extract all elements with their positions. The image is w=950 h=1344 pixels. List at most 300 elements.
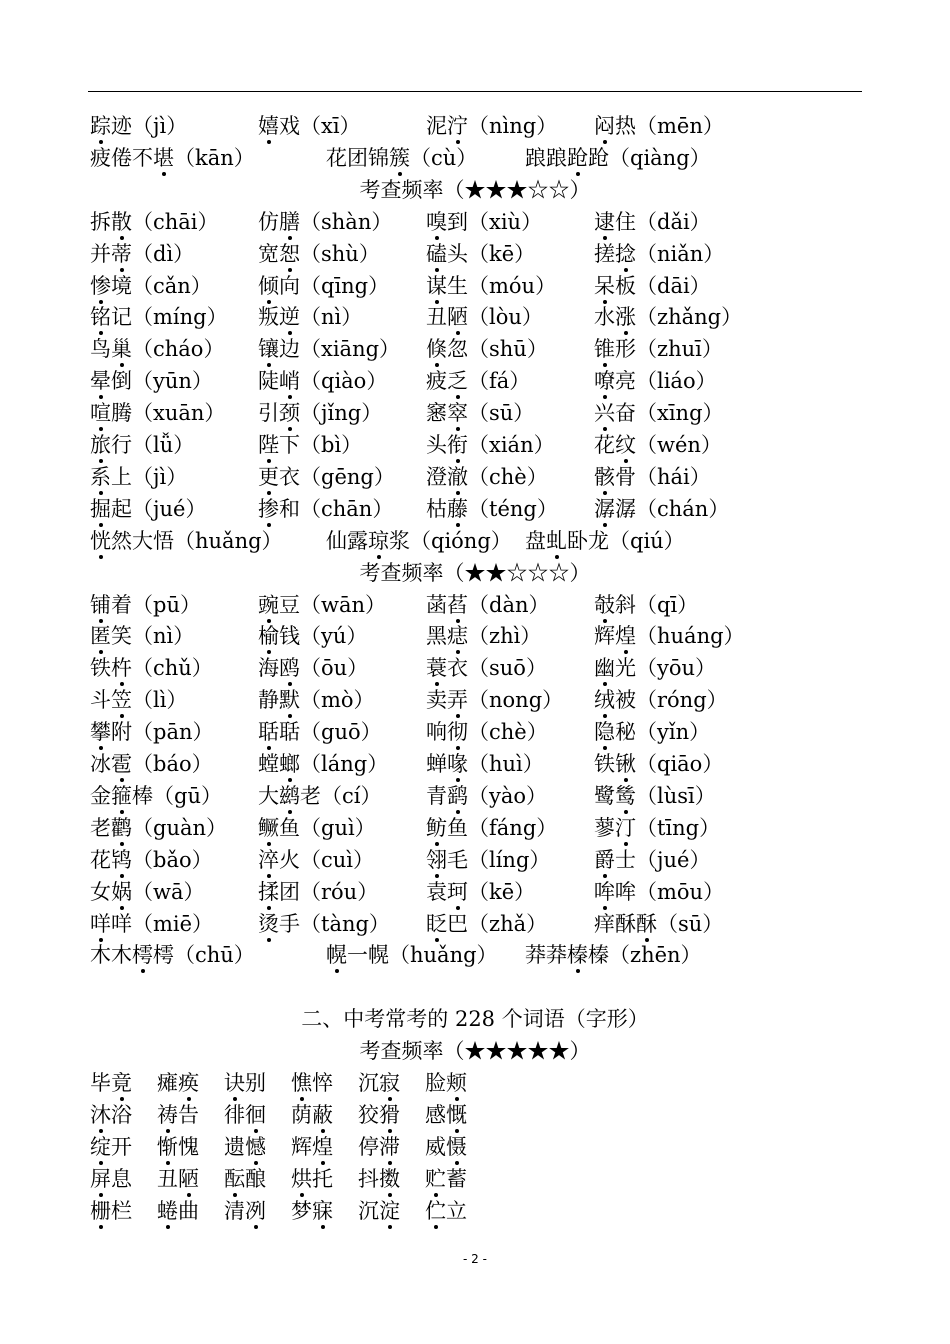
vocab-entry xyxy=(258,110,361,142)
word: 辉煌 xyxy=(291,1135,333,1159)
vocab-entry xyxy=(90,429,194,461)
vocab-entry xyxy=(90,142,255,174)
vocab-entry xyxy=(90,110,187,142)
word: 逮住 xyxy=(594,210,636,234)
word: 更衣 xyxy=(258,465,300,489)
grid-word xyxy=(157,1099,199,1131)
pinyin: （huǎng） xyxy=(174,528,283,553)
pinyin: （míng） xyxy=(132,305,228,330)
pinyin: （miē） xyxy=(132,911,214,936)
word: 潺潺 xyxy=(594,497,636,521)
vocab-entry xyxy=(258,620,367,652)
vocab-entry xyxy=(90,652,213,684)
vocab-entry xyxy=(90,365,213,397)
pinyin: （guì） xyxy=(300,815,376,840)
word: 旅行 xyxy=(90,433,132,457)
pinyin: （móu） xyxy=(468,273,557,298)
word: 聒聒 xyxy=(258,720,300,744)
vocab-entry xyxy=(594,493,729,525)
word: 绽开 xyxy=(90,1135,132,1159)
word: 咩咩 xyxy=(90,912,132,936)
word: 仙露琼浆 xyxy=(326,529,410,553)
pinyin: （zhǎng） xyxy=(636,305,743,330)
pinyin: （tīng） xyxy=(636,815,721,840)
vocab-entry xyxy=(90,461,187,493)
vocab-entry xyxy=(426,748,544,780)
pinyin: （sū） xyxy=(468,401,535,426)
vocab-entry xyxy=(258,206,392,238)
word: 恍然大悟 xyxy=(90,529,174,553)
pinyin: （téng） xyxy=(468,496,558,521)
pinyin: （jué） xyxy=(636,847,711,872)
pinyin: （huì） xyxy=(468,752,544,776)
pinyin: （chān） xyxy=(300,496,394,521)
word: 袁珂 xyxy=(426,880,468,904)
word: 贮蓄 xyxy=(425,1167,467,1191)
page-number: - 2 - xyxy=(463,1252,487,1266)
word: 匿笑 xyxy=(90,624,132,648)
word: 沉淀 xyxy=(358,1199,400,1223)
grid-word xyxy=(358,1067,400,1099)
vocab-entry xyxy=(594,301,742,333)
grid-word xyxy=(224,1195,266,1227)
vocab-entry xyxy=(258,780,381,812)
word: 斗笠 xyxy=(90,688,132,712)
word: 踉踉跄跄 xyxy=(525,146,609,170)
vocab-entry xyxy=(90,716,214,748)
pinyin: （zhì） xyxy=(468,624,542,649)
word: 搓捻 xyxy=(594,242,636,266)
word: 莽莽榛榛 xyxy=(525,943,609,967)
word: 嘹亮 xyxy=(594,369,636,393)
vocab-entry xyxy=(426,844,550,876)
pinyin: （láng） xyxy=(300,752,389,776)
vocab-entry xyxy=(90,525,283,557)
vocab-entry xyxy=(90,780,222,812)
word: 祷告 xyxy=(157,1103,199,1127)
pinyin: （zhǎ） xyxy=(468,911,548,936)
vocab-entry xyxy=(426,206,542,238)
pinyin: （cháo） xyxy=(132,337,225,362)
vocab-entry xyxy=(594,206,711,238)
vocab-entry xyxy=(426,780,547,812)
vocab-entry xyxy=(426,589,550,621)
vocab-entry xyxy=(426,493,558,525)
vocab-entry xyxy=(90,397,225,429)
pinyin: （xīng） xyxy=(636,401,724,426)
vocab-entry xyxy=(90,301,228,333)
word: 宽恕 xyxy=(258,242,300,266)
pinyin: （kē） xyxy=(468,879,536,904)
vocab-entry xyxy=(426,270,556,302)
pinyin: （cuì） xyxy=(300,847,375,872)
pinyin: （shàn） xyxy=(300,209,393,234)
word: 幽光 xyxy=(594,656,636,680)
pinyin: （gēng） xyxy=(300,464,395,489)
word: 枯藤 xyxy=(426,497,468,521)
vocab-entry xyxy=(426,812,557,844)
pinyin: （dāi） xyxy=(636,273,711,298)
word: 屏息 xyxy=(90,1167,132,1191)
word: 掘起 xyxy=(90,497,132,521)
word: 梦寐 xyxy=(291,1199,333,1223)
word: 拆散 xyxy=(90,210,132,234)
pinyin: （niǎn） xyxy=(636,241,725,266)
pinyin: （yōu） xyxy=(636,656,717,681)
vocab-entry xyxy=(258,493,393,525)
section-heading: 考查频率（★★★★★） xyxy=(359,1039,591,1064)
pinyin: （mēn） xyxy=(636,114,724,138)
grid-word xyxy=(358,1195,400,1227)
grid-word xyxy=(90,1131,132,1163)
vocab-entry xyxy=(258,333,400,365)
word: 引颈 xyxy=(258,401,300,425)
word: 蓑衣 xyxy=(426,656,468,680)
pinyin: （gū） xyxy=(153,783,222,808)
grid-word xyxy=(90,1195,132,1227)
vocab-entry xyxy=(258,461,395,493)
vocab-entry xyxy=(594,333,723,365)
word: 静默 xyxy=(258,688,300,712)
vocab-entry xyxy=(258,301,362,333)
word: 并蒂 xyxy=(90,242,132,266)
pinyin: （huáng） xyxy=(636,624,745,649)
pinyin: （ōu） xyxy=(300,656,369,681)
pinyin: （qiāo） xyxy=(636,752,724,776)
word: 螳螂 xyxy=(258,752,300,776)
word: 惨境 xyxy=(90,274,132,298)
word: 黑痣 xyxy=(426,624,468,648)
vocab-entry xyxy=(90,589,201,621)
pinyin: （yào） xyxy=(468,783,548,808)
word: 栅栏 xyxy=(90,1199,132,1223)
pinyin: （chè） xyxy=(468,464,548,489)
pinyin: （mōu） xyxy=(636,879,725,904)
vocab-entry xyxy=(594,716,710,748)
grid-word xyxy=(157,1131,199,1163)
section-heading: 二、中考常考的 228 个词语（字形） xyxy=(301,1007,649,1032)
header-rule xyxy=(88,91,862,92)
vocab-entry xyxy=(594,589,698,621)
word: 花团锦簇 xyxy=(326,146,410,170)
pinyin: （qī） xyxy=(636,592,699,617)
pinyin: （zhuī） xyxy=(636,337,723,362)
word: 辉煌 xyxy=(594,624,636,648)
vocab-entry xyxy=(426,301,543,333)
word: 盘虬卧龙 xyxy=(525,529,609,553)
word: 花鸨 xyxy=(90,848,132,872)
pinyin: （dàn） xyxy=(468,592,550,617)
vocab-entry xyxy=(258,908,390,940)
vocab-entry xyxy=(594,876,724,908)
word: 海鸥 xyxy=(258,656,300,680)
word: 揉团 xyxy=(258,880,300,904)
grid-word xyxy=(90,1067,132,1099)
vocab-entry xyxy=(594,397,724,429)
vocab-entry xyxy=(426,429,555,461)
word: 毕竟 xyxy=(90,1071,132,1095)
vocab-entry xyxy=(594,812,720,844)
pinyin: （yǐn） xyxy=(636,720,711,745)
pinyin: （wā） xyxy=(132,879,205,904)
vocab-entry xyxy=(90,620,194,652)
word: 感慨 xyxy=(425,1103,467,1127)
word: 卖弄 xyxy=(426,688,468,712)
vocab-entry xyxy=(90,238,194,270)
grid-word xyxy=(358,1099,400,1131)
vocab-entry xyxy=(90,206,219,238)
word: 喧腾 xyxy=(90,401,132,425)
vocab-entry xyxy=(258,397,382,429)
word: 威慑 xyxy=(425,1135,467,1159)
word: 诀别 xyxy=(224,1071,266,1095)
vocab-entry xyxy=(426,620,541,652)
grid-word xyxy=(425,1099,467,1131)
vocab-entry xyxy=(90,333,224,365)
pinyin: （qiàng） xyxy=(609,145,711,170)
pinyin: （nì） xyxy=(300,305,363,330)
pinyin: （yú） xyxy=(300,624,368,649)
vocab-entry xyxy=(594,620,745,652)
pinyin: （cǎn） xyxy=(132,273,212,298)
word: 木木樗樗 xyxy=(90,943,174,967)
word: 鹭鸶 xyxy=(594,784,636,808)
word: 澄澈 xyxy=(426,465,468,489)
pinyin: （jì） xyxy=(132,114,188,138)
pinyin: （fáng） xyxy=(468,815,558,840)
vocab-entry xyxy=(594,429,722,461)
vocab-entry xyxy=(258,716,382,748)
vocab-entry xyxy=(426,716,548,748)
vocab-entry xyxy=(426,238,535,270)
vocab-entry xyxy=(90,812,227,844)
word: 蓼汀 xyxy=(594,816,636,840)
word: 窸窣 xyxy=(426,401,468,425)
pinyin: （qiú） xyxy=(609,528,685,553)
word: 绒被 xyxy=(594,688,636,712)
vocab-entry xyxy=(258,270,389,302)
vocab-entry xyxy=(594,748,723,780)
word: 脸颊 xyxy=(425,1071,467,1095)
word: 蝉喙 xyxy=(426,752,468,776)
vocab-entry xyxy=(525,939,702,971)
vocab-entry xyxy=(594,844,710,876)
word: 伫立 xyxy=(425,1199,467,1223)
vocab-entry xyxy=(594,908,723,940)
pinyin: （wān） xyxy=(300,592,387,617)
vocab-entry xyxy=(594,238,724,270)
pinyin: （yūn） xyxy=(132,369,213,394)
word: 榆钱 xyxy=(258,624,300,648)
word: 徘徊 xyxy=(224,1103,266,1127)
word: 花纹 xyxy=(594,433,636,457)
pinyin: （jì） xyxy=(132,464,188,489)
vocab-entry xyxy=(594,365,717,397)
vocab-entry xyxy=(426,333,548,365)
word: 哞哞 xyxy=(594,880,636,904)
word: 谋生 xyxy=(426,274,468,298)
word: 兴奋 xyxy=(594,401,636,425)
pinyin: （nìng） xyxy=(468,114,558,138)
grid-word xyxy=(358,1131,400,1163)
vocab-entry xyxy=(326,142,477,174)
pinyin: （xián） xyxy=(468,433,555,457)
grid-word xyxy=(425,1195,467,1227)
pinyin: （qīng） xyxy=(300,273,390,298)
word: 陛下 xyxy=(258,433,300,457)
word: 金箍棒 xyxy=(90,784,153,808)
word: 响彻 xyxy=(426,720,468,744)
word: 鲂鱼 xyxy=(426,816,468,840)
grid-word xyxy=(157,1067,199,1099)
word: 丑陋 xyxy=(426,305,468,329)
pinyin: （jǐng） xyxy=(300,401,383,426)
word: 豌豆 xyxy=(258,593,300,617)
vocab-entry xyxy=(90,908,213,940)
pinyin: （lǚ） xyxy=(132,433,195,457)
pinyin: （xiù） xyxy=(468,209,543,234)
pinyin: （shū） xyxy=(468,337,548,362)
pinyin: （xiāng） xyxy=(300,337,401,362)
pinyin: （bì） xyxy=(300,433,363,457)
vocab-entry xyxy=(426,365,530,397)
word: 仿膳 xyxy=(258,210,300,234)
vocab-entry xyxy=(258,684,375,716)
vocab-entry xyxy=(90,493,206,525)
pinyin: （sū） xyxy=(657,911,724,936)
grid-word xyxy=(291,1163,333,1195)
word: 倏忽 xyxy=(426,337,468,361)
pinyin: （huǎng） xyxy=(389,943,498,968)
pinyin: （qiào） xyxy=(300,369,388,394)
word: 磕头 xyxy=(426,242,468,266)
grid-word xyxy=(291,1131,333,1163)
word: 爵士 xyxy=(594,848,636,872)
word: 眨巴 xyxy=(426,912,468,936)
pinyin: （kē） xyxy=(468,241,536,266)
word: 荫蔽 xyxy=(291,1103,333,1127)
word: 陡峭 xyxy=(258,369,300,393)
word: 翎毛 xyxy=(426,848,468,872)
pinyin: （líng） xyxy=(468,847,551,872)
vocab-entry xyxy=(525,525,685,557)
vocab-entry xyxy=(90,876,205,908)
pinyin: （nong） xyxy=(468,688,564,713)
word: 冰雹 xyxy=(90,752,132,776)
word: 鸟巢 xyxy=(90,337,132,361)
pinyin: （pū） xyxy=(132,592,201,617)
pinyin: （dǎi） xyxy=(636,209,711,234)
vocab-entry xyxy=(426,908,547,940)
word: 叛逆 xyxy=(258,305,300,329)
vocab-entry xyxy=(594,684,728,716)
vocab-entry xyxy=(258,589,386,621)
pinyin: （kān） xyxy=(174,145,255,170)
pinyin: （chū） xyxy=(174,943,255,968)
pinyin: （xī） xyxy=(300,114,361,138)
word: 菡萏 xyxy=(426,593,468,617)
pinyin: （pān） xyxy=(132,720,214,745)
pinyin: （cí） xyxy=(321,783,382,808)
pinyin: （báo） xyxy=(132,752,213,776)
grid-word xyxy=(90,1099,132,1131)
word: 烘托 xyxy=(291,1167,333,1191)
word: 惭愧 xyxy=(157,1135,199,1159)
vocab-entry xyxy=(90,684,187,716)
word: 头衔 xyxy=(426,433,468,457)
word: 女娲 xyxy=(90,880,132,904)
word: 老鹳 xyxy=(90,816,132,840)
word: 痒酥酥 xyxy=(594,912,657,936)
word: 嗅到 xyxy=(426,210,468,234)
vocab-entry xyxy=(594,461,711,493)
word: 骸骨 xyxy=(594,465,636,489)
pinyin: （chāi） xyxy=(132,209,219,234)
grid-word xyxy=(425,1067,467,1099)
pinyin: （qióng） xyxy=(410,528,512,553)
word: 淬火 xyxy=(258,848,300,872)
pinyin: （zhēn） xyxy=(609,943,702,968)
word: 踪迹 xyxy=(90,114,132,138)
grid-word xyxy=(90,1163,132,1195)
grid-word xyxy=(425,1131,467,1163)
pinyin: （chǔ） xyxy=(132,656,213,681)
vocab-entry xyxy=(258,844,374,876)
word: 幌一幌 xyxy=(326,943,389,967)
pinyin: （tàng） xyxy=(300,911,390,936)
word: 蜷曲 xyxy=(157,1199,199,1223)
vocab-entry xyxy=(594,110,724,142)
vocab-entry xyxy=(258,652,368,684)
pinyin: （mò） xyxy=(300,688,375,713)
pinyin: （xuān） xyxy=(132,401,226,426)
grid-word xyxy=(157,1163,199,1195)
word: 瘫痪 xyxy=(157,1071,199,1095)
vocab-entry xyxy=(90,748,213,780)
grid-word xyxy=(157,1195,199,1227)
pinyin: （cù） xyxy=(410,145,478,170)
word: 大鹚老 xyxy=(258,784,321,808)
vocab-entry xyxy=(594,652,716,684)
grid-word xyxy=(291,1195,333,1227)
vocab-entry xyxy=(426,684,563,716)
word: 抖擞 xyxy=(358,1167,400,1191)
pinyin: （liáo） xyxy=(636,369,717,394)
vocab-entry xyxy=(90,844,213,876)
grid-word xyxy=(224,1099,266,1131)
vocab-entry xyxy=(258,429,362,461)
vocab-entry xyxy=(326,939,498,971)
pinyin: （róu） xyxy=(300,879,379,904)
word: 铺着 xyxy=(90,593,132,617)
pinyin: （guàn） xyxy=(132,815,228,840)
word: 锥形 xyxy=(594,337,636,361)
word: 攲斜 xyxy=(594,593,636,617)
grid-word xyxy=(425,1163,467,1195)
word: 酝酿 xyxy=(224,1167,266,1191)
word: 铁杵 xyxy=(90,656,132,680)
vocab-entry xyxy=(90,270,212,302)
word: 沐浴 xyxy=(90,1103,132,1127)
word: 烫手 xyxy=(258,912,300,936)
pinyin: （fá） xyxy=(468,369,531,394)
pinyin: （wén） xyxy=(636,433,722,457)
vocab-entry xyxy=(426,652,547,684)
vocab-entry xyxy=(326,525,512,557)
pinyin: （hái） xyxy=(636,464,711,489)
vocab-entry xyxy=(426,461,548,493)
word: 倾向 xyxy=(258,274,300,298)
